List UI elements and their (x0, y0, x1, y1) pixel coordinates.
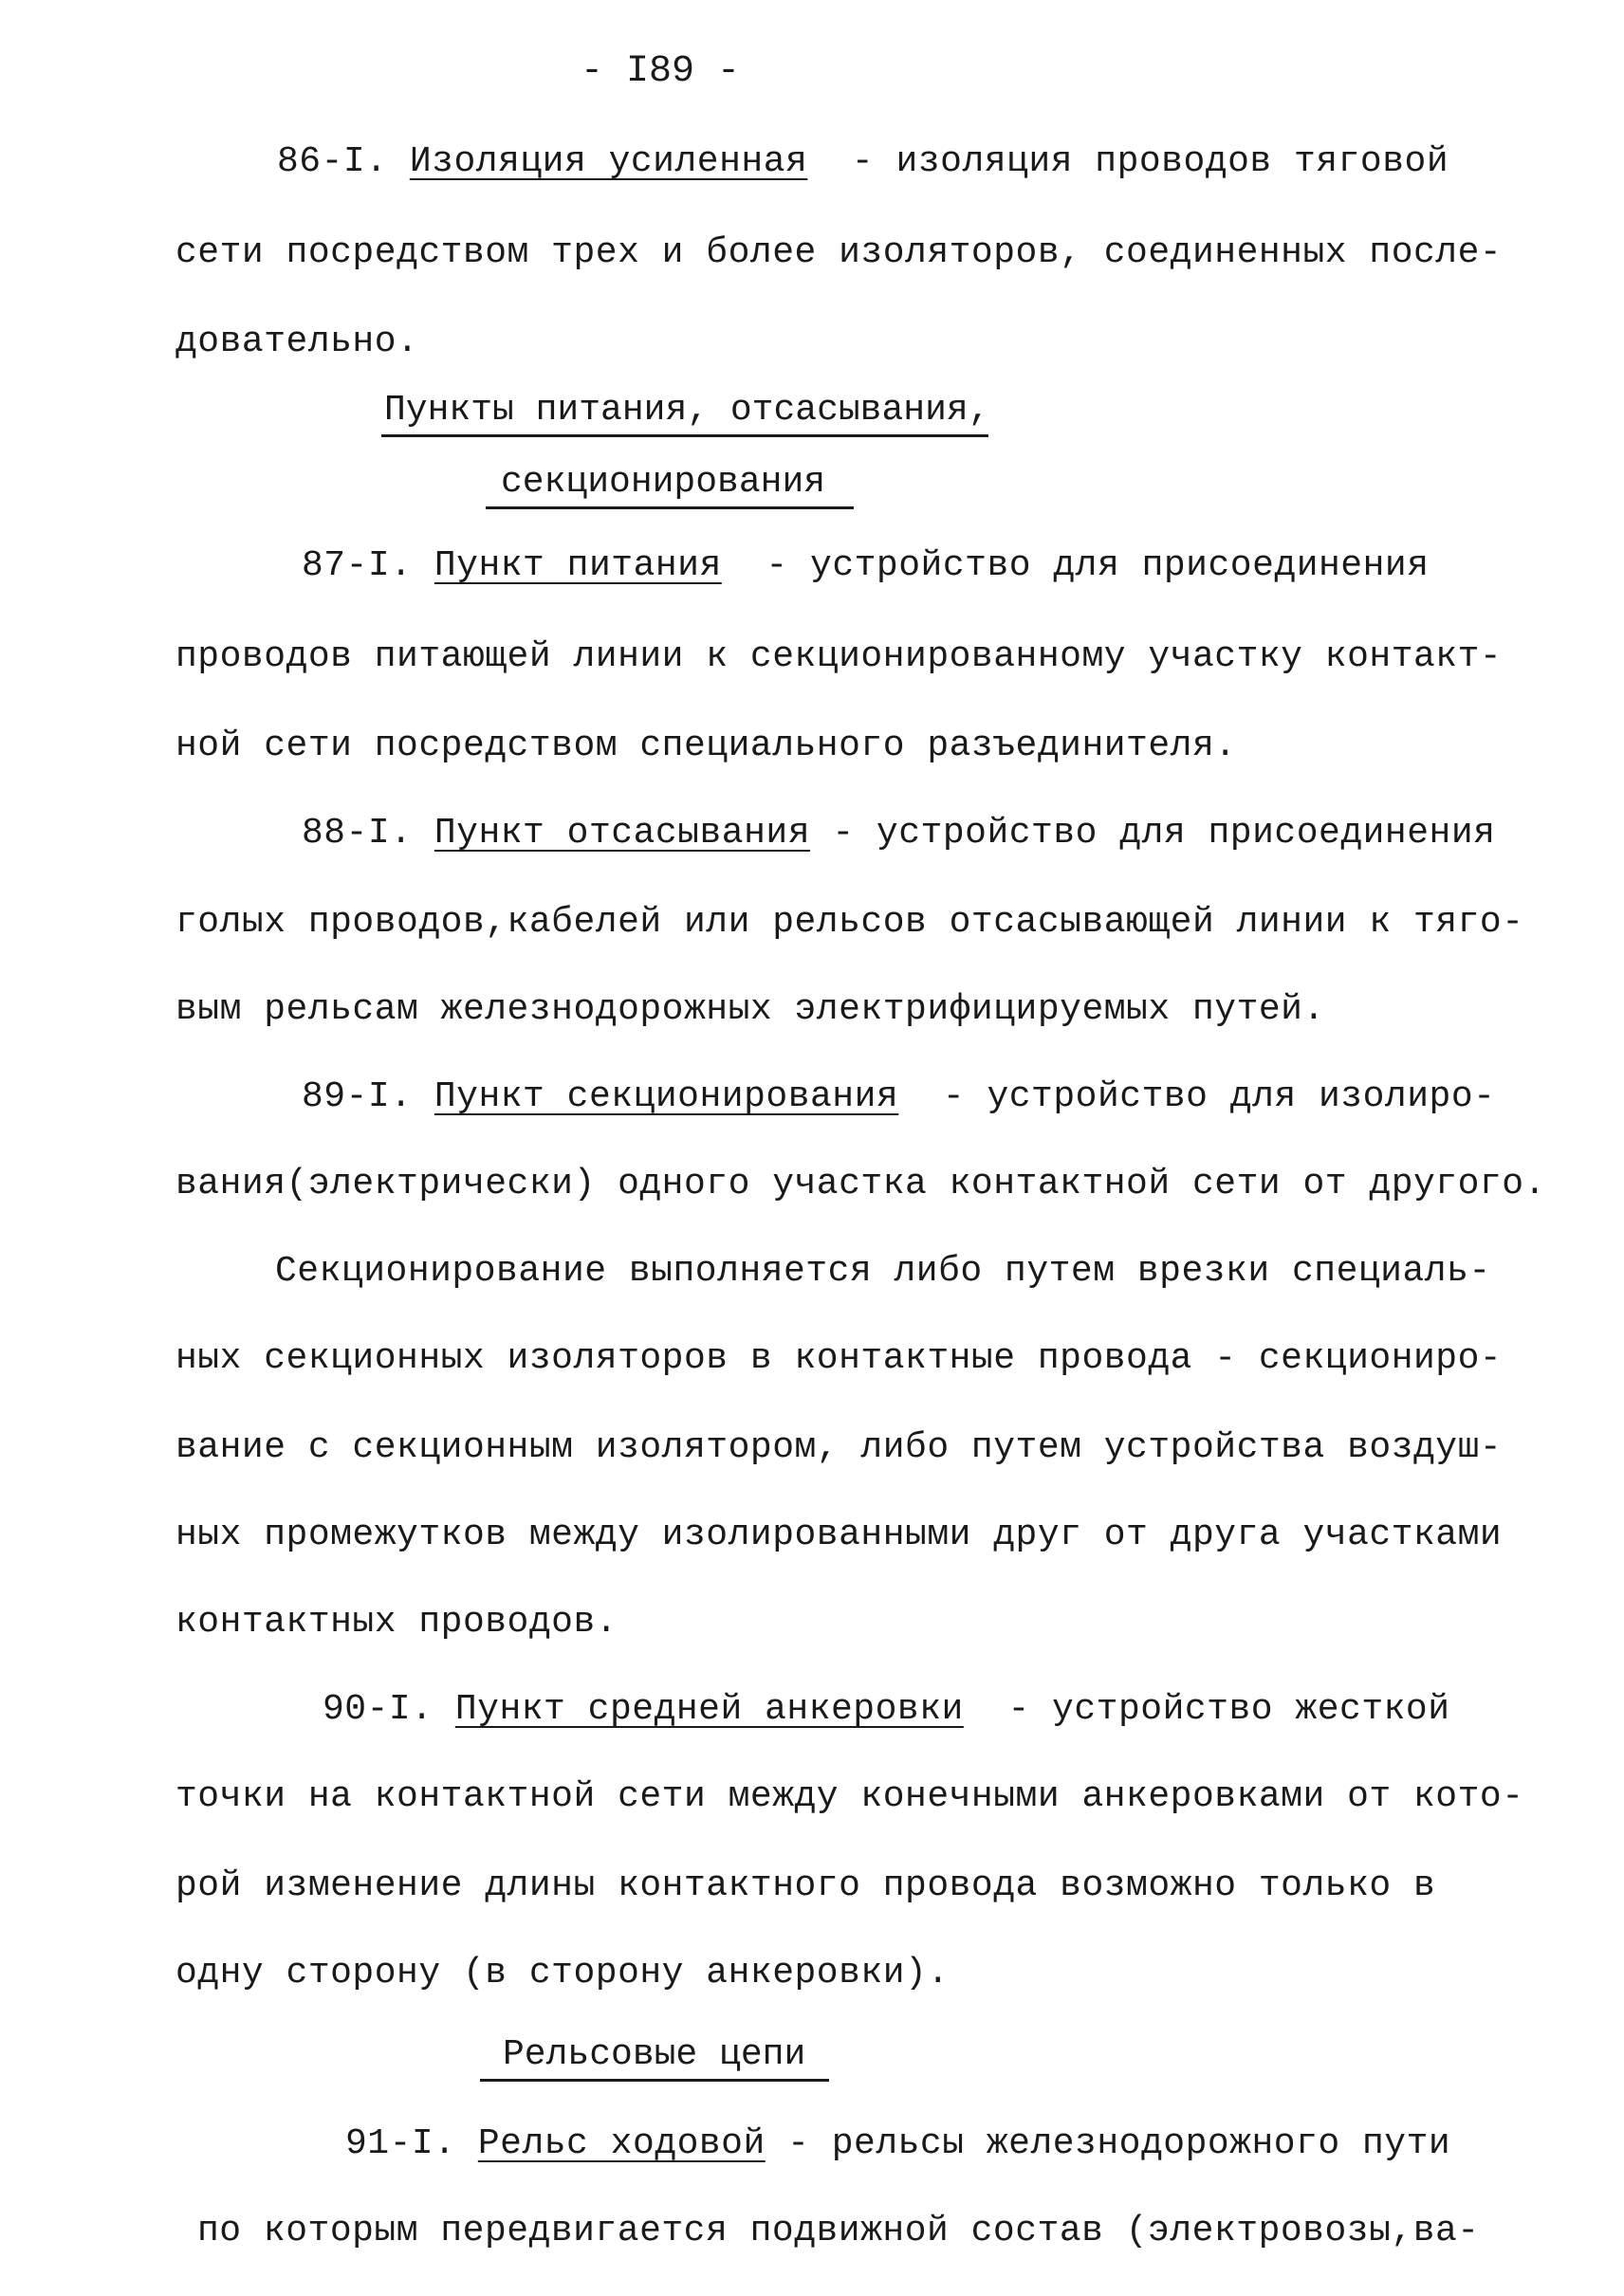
entry-86-number: 86-I. (277, 141, 388, 182)
entry-89-line-7: контактных проводов. (175, 1602, 618, 1643)
entry-86-line-3: довательно. (175, 321, 419, 362)
entry-88-definition-start: - устройство для присоединения (832, 813, 1496, 854)
page-number: - I89 - (581, 50, 741, 93)
section-heading-1-line-2: секционирования (501, 462, 826, 503)
entry-87-definition-start: - устройство для присоединения (766, 545, 1430, 586)
entry-87-line-1 (302, 544, 1430, 588)
entry-86-term: Изоляция усиленная (409, 141, 808, 182)
entry-91-definition-start: - рельсы железнодорожного пути (787, 2123, 1451, 2164)
entry-90-definition-start: - устройство жесткой (1007, 1689, 1450, 1730)
entry-89-line-1 (302, 1075, 1495, 1119)
entry-90-term: Пункт средней анкеровки (454, 1689, 964, 1730)
entry-88-line-1 (302, 812, 1495, 855)
entry-88-term: Пункт отсасывания (434, 813, 811, 854)
entry-90-number: 90-I. (323, 1689, 434, 1730)
entry-89-definition-start: - устройство для изолиро- (942, 1076, 1496, 1117)
section-heading-1-rule-1 (381, 434, 988, 437)
entry-88-line-3: вым рельсам железнодорожных электрифицируемых путей. (175, 989, 1325, 1030)
entry-89-line-4: ных секционных изоляторов в контактные провода - секциониро- (175, 1338, 1503, 1379)
entry-89-line-6: ных промежутков между изолированными друг от друга участками (175, 1515, 1503, 1555)
entry-88-number: 88-I. (302, 813, 413, 854)
entry-91-number: 91-I. (345, 2123, 456, 2164)
entry-91-line-1 (345, 2122, 1450, 2166)
entry-90-line-1 (323, 1688, 1450, 1732)
entry-86-line-2: сети посредством трех и более изоляторов, соединенных после- (175, 232, 1503, 273)
section-heading-2-rule (480, 2079, 829, 2082)
entry-88-line-2: голых проводов,кабелей или рельсов отсасывающей линии к тяго- (175, 902, 1524, 943)
entry-87-term: Пункт питания (434, 545, 722, 586)
entry-89-line-3: Секционирование выполняется либо путем врезки специаль- (275, 1251, 1491, 1292)
entry-89-line-2: вания(электрически) одного участка контактной сети от другого. (175, 1164, 1546, 1204)
entry-90-line-4: одну сторону (в сторону анкеровки). (175, 1953, 950, 1993)
entry-89-line-5: вание с секционным изолятором, либо путем устройства воздуш- (175, 1427, 1503, 1468)
section-heading-1-line-1: Пункты питания, отсасывания, (384, 390, 990, 431)
entry-87-line-2: проводов питающей линии к секционированному участку контакт- (175, 636, 1503, 677)
section-heading-2: Рельсовые цепи (503, 2034, 806, 2075)
entry-91-term: Рельс ходовой (477, 2123, 766, 2164)
entry-86-definition-start: - изоляция проводов тяговой (851, 141, 1449, 182)
entry-87-number: 87-I. (302, 545, 413, 586)
entry-89-term: Пункт секционирования (434, 1076, 899, 1117)
entry-86-line-1 (277, 140, 1449, 184)
entry-90-line-2: точки на контактной сети между конечными анкеровками от кото- (175, 1776, 1524, 1817)
entry-89-number: 89-I. (302, 1076, 413, 1117)
section-heading-1-rule-2 (486, 506, 854, 509)
entry-91-line-2: по которым передвигается подвижной состав (электровозы,ва- (197, 2211, 1480, 2251)
entry-90-line-3: рой изменение длины контактного провода возможно только в (175, 1865, 1436, 1906)
entry-87-line-3: ной сети посредством специального разъединителя. (175, 726, 1237, 766)
